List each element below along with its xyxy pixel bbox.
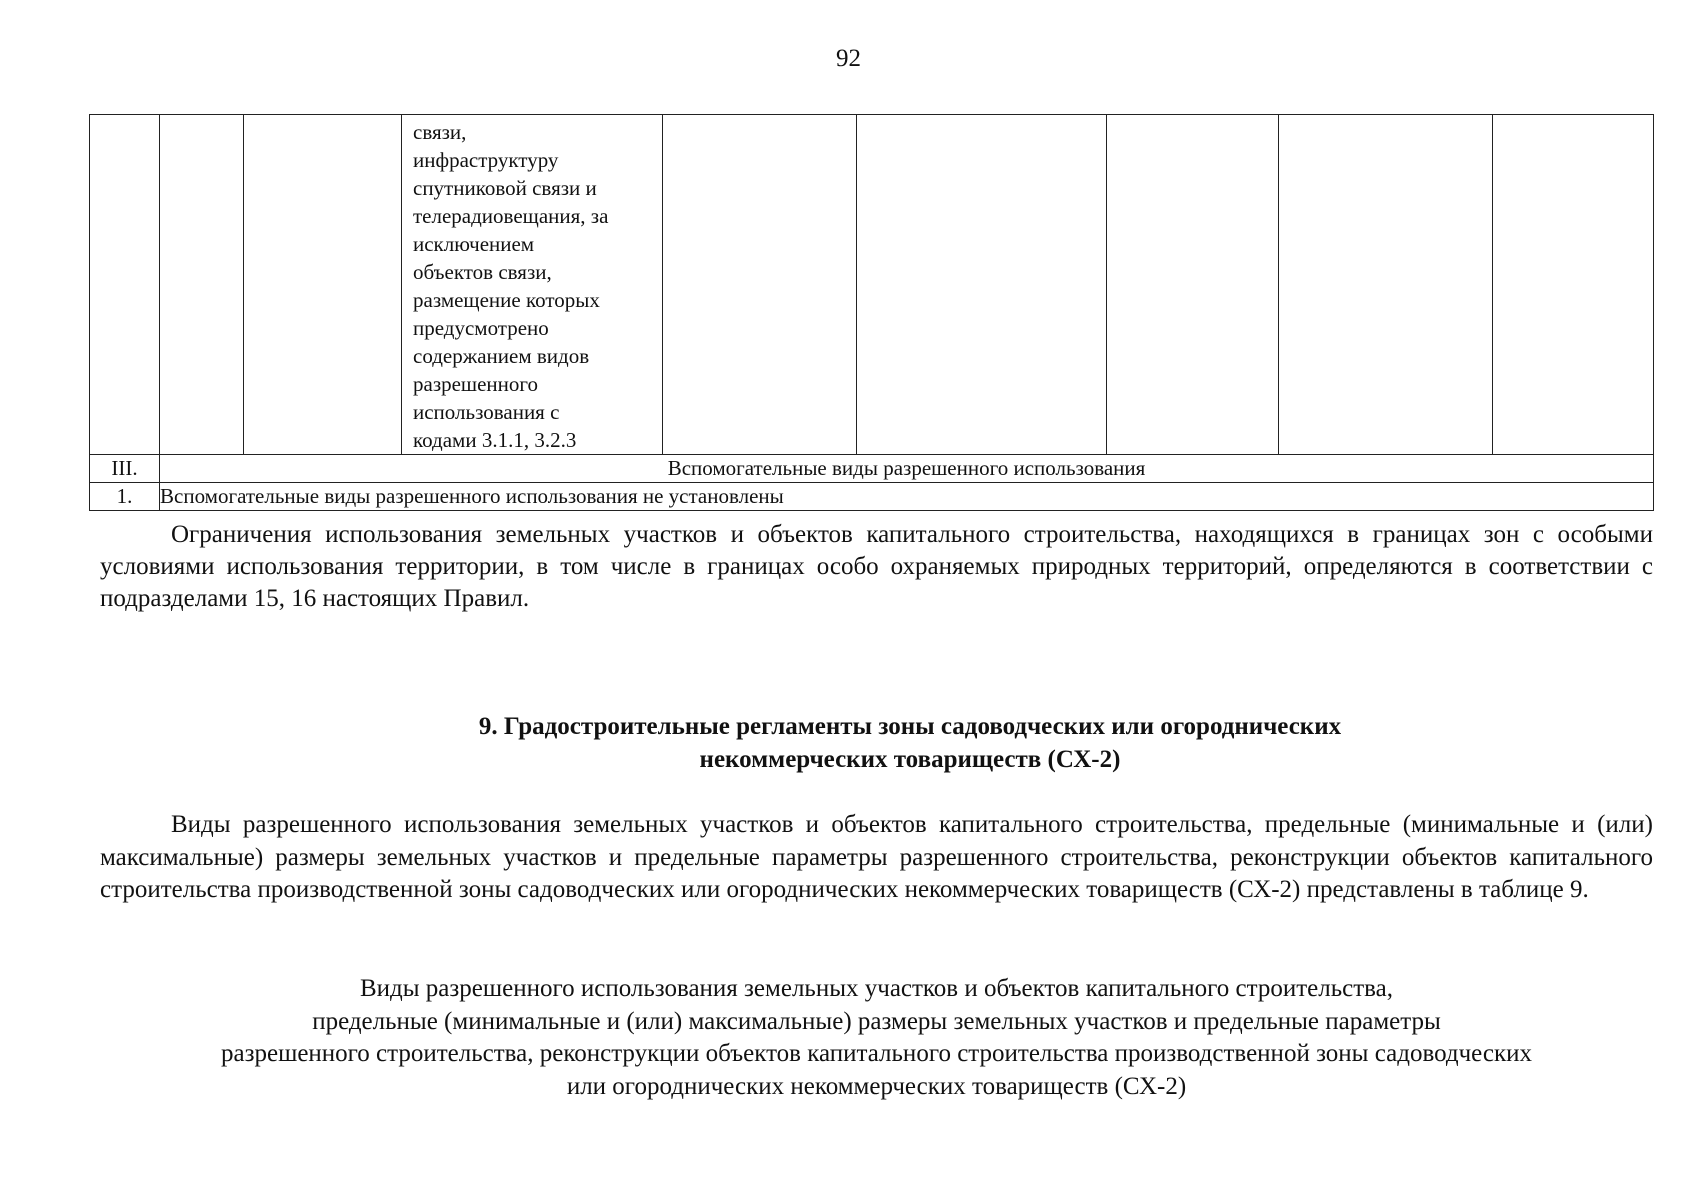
table-caption xyxy=(100,973,1653,1103)
section-heading-line: 9. Градостроительные регламенты зоны садоводческих или огороднических xyxy=(478,713,1342,740)
table-caption-line: Виды разрешенного использования земельных участков и объектов капитального строительства, xyxy=(359,975,1394,1002)
section-heading-line: некоммерческих товариществ (СХ-2) xyxy=(699,746,1121,773)
table-cell xyxy=(244,115,402,455)
table-cell xyxy=(1493,115,1654,455)
cell-line: использования с xyxy=(413,400,560,424)
table-cell-description xyxy=(402,115,663,455)
cell-line: телерадиовещания, за xyxy=(413,204,609,228)
cell-line: связи, xyxy=(413,120,467,144)
item-text: Вспомогательные виды разрешенного использования не установлены xyxy=(160,483,1654,511)
section-number: III. xyxy=(90,455,160,483)
cell-line: разрешенного xyxy=(413,372,538,396)
table-cell xyxy=(663,115,857,455)
continued-cell-text xyxy=(402,115,662,454)
cell-line: содержанием видов xyxy=(413,344,590,368)
cell-line: объектов связи, xyxy=(413,260,552,284)
item-number: 1. xyxy=(90,483,160,511)
table-cell xyxy=(160,115,244,455)
regulations-table-continuation xyxy=(89,114,1654,511)
cell-line: спутниковой связи и xyxy=(413,176,597,200)
section-heading xyxy=(380,710,1440,776)
cell-line: размещение которых xyxy=(413,288,600,312)
table-caption-line: или огороднических некоммерческих товариществ (СХ-2) xyxy=(566,1072,1187,1100)
table-row-continued xyxy=(90,115,1654,455)
table-row-section xyxy=(90,455,1654,483)
table-caption-line: предельные (минимальные и (или) максимальные) размеры земельных участков и предельные параметры xyxy=(312,1007,1441,1035)
table-row-item xyxy=(90,483,1654,511)
table-cell xyxy=(1279,115,1493,455)
table-cell xyxy=(1107,115,1279,455)
intro-paragraph: Виды разрешенного использования земельных участков и объектов капитального строительства, предельные (минимальные и (или) максимальные) размеры земельных участков и предельные параметры разрешенного строительства, реконструкции объектов капитального строительства производственной зоны садоводческих или огороднических некоммерческих товариществ (СХ-2) представлены в таблице 9. xyxy=(100,811,1653,903)
table-cell xyxy=(857,115,1107,455)
page-number: 92 xyxy=(836,45,861,72)
cell-line: инфраструктуру xyxy=(413,148,559,172)
restrictions-paragraph: Ограничения использования земельных участков и объектов капитального строительства, находящихся в границах зон с особыми условиями использования территории, в том числе в границах особо охраняемых природных территорий, определяются в соответствии с подразделами 15, 16 настоящих Правил. xyxy=(100,521,1653,612)
cell-line: кодами 3.1.1, 3.2.3 xyxy=(413,428,577,452)
table-caption-line: разрешенного строительства, реконструкции объектов капитального строительства производственной зоны садоводческих xyxy=(221,1040,1532,1067)
cell-line: исключением xyxy=(413,232,535,256)
table-cell xyxy=(90,115,160,455)
section-title: Вспомогательные виды разрешенного использования xyxy=(160,455,1654,483)
cell-line: предусмотрено xyxy=(413,316,549,340)
